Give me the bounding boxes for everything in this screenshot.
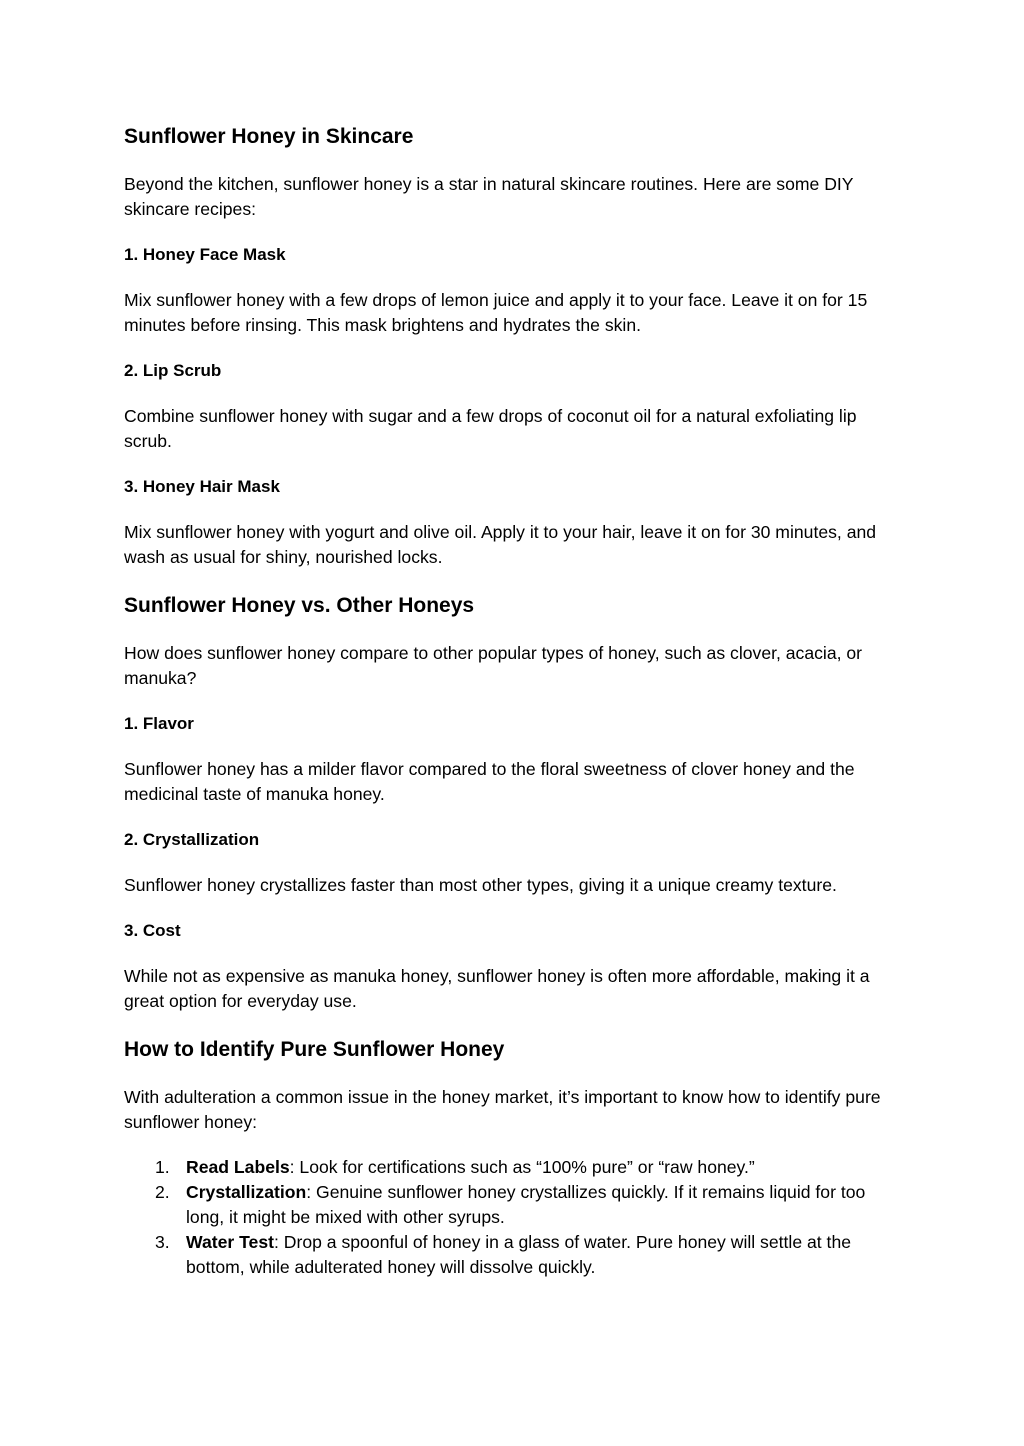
item-heading-cost: 3. Cost bbox=[124, 921, 181, 940]
section-intro-identify: With adulteration a common issue in the honey market, it’s important to know how to identify pure sunflower honey: bbox=[124, 1087, 881, 1132]
section-title-identify: How to Identify Pure Sunflower Honey bbox=[124, 1038, 505, 1061]
list-item-number: 2. bbox=[155, 1182, 170, 1202]
list-item-label: Crystallization bbox=[186, 1182, 307, 1202]
item-heading-hair-mask: 3. Honey Hair Mask bbox=[124, 477, 280, 496]
list-item-label: Water Test bbox=[186, 1232, 274, 1252]
identify-steps-list bbox=[124, 1155, 900, 1280]
item-body-hair-mask: Mix sunflower honey with yogurt and olive oil. Apply it to your hair, leave it on for 30 minutes, and wash as usual for shiny, nourished locks. bbox=[124, 522, 877, 567]
item-body-lip-scrub: Combine sunflower honey with sugar and a few drops of coconut oil for a natural exfoliating lip scrub. bbox=[124, 406, 857, 451]
list-item-text: : Look for certifications such as “100% pure” or “raw honey.” bbox=[289, 1157, 755, 1177]
list-item bbox=[124, 1180, 900, 1230]
list-item-text: : Drop a spoonful of honey in a glass of water. Pure honey will settle at the bottom, while adulterated honey will dissolve quickly. bbox=[186, 1232, 852, 1277]
item-body-crystallization: Sunflower honey crystallizes faster than most other types, giving it a unique creamy texture. bbox=[124, 875, 837, 895]
item-heading-flavor: 1. Flavor bbox=[124, 714, 194, 733]
section-title-skincare: Sunflower Honey in Skincare bbox=[124, 125, 414, 148]
section-intro-skincare: Beyond the kitchen, sunflower honey is a star in natural skincare routines. Here are some DIY skincare recipes: bbox=[124, 174, 854, 219]
section-title-comparison: Sunflower Honey vs. Other Honeys bbox=[124, 594, 475, 617]
list-item-number: 1. bbox=[155, 1157, 170, 1177]
item-heading-crystallization: 2. Crystallization bbox=[124, 830, 260, 849]
item-heading-lip-scrub: 2. Lip Scrub bbox=[124, 361, 222, 380]
list-item-text: : Genuine sunflower honey crystallizes quickly. If it remains liquid for too long, it might be mixed with other syrups. bbox=[186, 1182, 866, 1227]
list-item bbox=[124, 1230, 900, 1280]
item-body-face-mask: Mix sunflower honey with a few drops of lemon juice and apply it to your face. Leave it on for 15 minutes before rinsing. This mask brightens and hydrates the skin. bbox=[124, 290, 868, 335]
item-body-cost: While not as expensive as manuka honey, sunflower honey is often more affordable, making it a great option for everyday use. bbox=[124, 966, 870, 1011]
item-body-flavor: Sunflower honey has a milder flavor compared to the floral sweetness of clover honey and the medicinal taste of manuka honey. bbox=[124, 759, 855, 804]
list-item-label: Read Labels bbox=[186, 1157, 290, 1177]
section-intro-comparison: How does sunflower honey compare to other popular types of honey, such as clover, acacia, or manuka? bbox=[124, 643, 863, 688]
list-item bbox=[124, 1155, 900, 1180]
item-heading-face-mask: 1. Honey Face Mask bbox=[124, 245, 286, 264]
list-item-number: 3. bbox=[155, 1232, 170, 1252]
